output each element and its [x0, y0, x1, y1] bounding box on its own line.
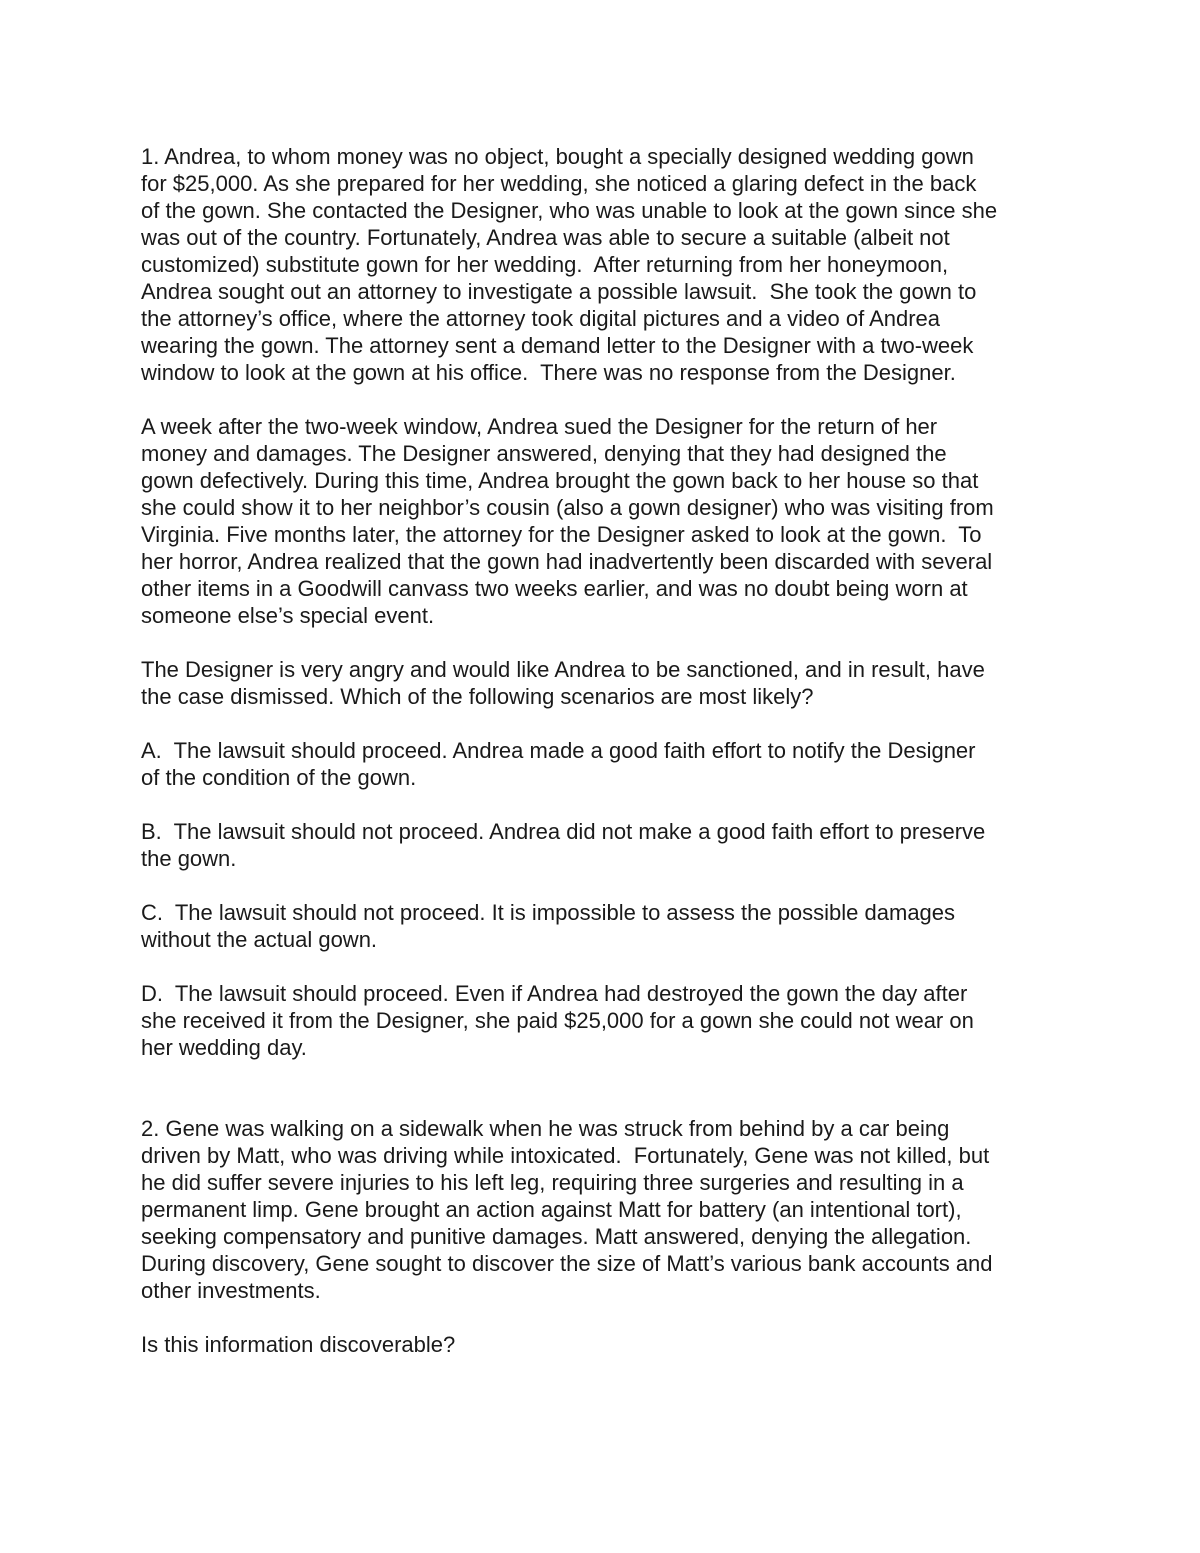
paragraph-spacer	[141, 791, 1071, 818]
text-line: driven by Matt, who was driving while intoxicated. Fortunately, Gene was not killed, but	[141, 1143, 990, 1168]
answer-option-a	[141, 737, 1071, 791]
answer-option-b	[141, 818, 1071, 872]
text-line: the gown.	[141, 846, 237, 871]
paragraph-spacer	[141, 953, 1071, 980]
text-line: the attorney’s office, where the attorney took digital pictures and a video of Andrea	[141, 306, 941, 331]
text-line: Is this information discoverable?	[141, 1332, 456, 1357]
text-line: was out of the country. Fortunately, Andrea was able to secure a suitable (albeit not	[141, 225, 950, 250]
answer-option-c	[141, 899, 1071, 953]
text-line: window to look at the gown at his office. There was no response from the Designer.	[141, 360, 956, 385]
section-spacer	[141, 1088, 1071, 1115]
text-line: permanent limp. Gene brought an action against Matt for battery (an intentional tort),	[141, 1197, 962, 1222]
q1-paragraph-facts	[141, 143, 1071, 386]
paragraph-spacer	[141, 710, 1071, 737]
text-line: Virginia. Five months later, the attorney for the Designer asked to look at the gown. To	[141, 522, 982, 547]
text-line: her horror, Andrea realized that the gown had inadvertently been discarded with several	[141, 549, 993, 574]
question-2	[141, 1115, 1071, 1358]
paragraph-spacer	[141, 629, 1071, 656]
text-line: C. The lawsuit should not proceed. It is impossible to assess the possible damages	[141, 900, 956, 925]
answer-option-d	[141, 980, 1071, 1061]
text-line: A week after the two-week window, Andrea sued the Designer for the return of her	[141, 414, 938, 439]
paragraph-spacer	[141, 386, 1071, 413]
text-line: seeking compensatory and punitive damages. Matt answered, denying the allegation.	[141, 1224, 972, 1249]
text-line: the case dismissed. Which of the following scenarios are most likely?	[141, 684, 814, 709]
text-line: someone else’s special event.	[141, 603, 435, 628]
paragraph-spacer	[141, 1304, 1071, 1331]
text-line: other items in a Goodwill canvass two weeks earlier, and was no doubt being worn at	[141, 576, 968, 601]
text-line: of the gown. She contacted the Designer, who was unable to look at the gown since she	[141, 198, 998, 223]
q2-question-prompt	[141, 1331, 1071, 1358]
section-spacer	[141, 1061, 1071, 1088]
text-line: 1. Andrea, to whom money was no object, bought a specially designed wedding gown	[141, 144, 974, 169]
text-line: A. The lawsuit should proceed. Andrea made a good faith effort to notify the Designer	[141, 738, 976, 763]
text-line: of the condition of the gown.	[141, 765, 417, 790]
text-line: gown defectively. During this time, Andrea brought the gown back to her house so that	[141, 468, 979, 493]
text-line: she could show it to her neighbor’s cousin (also a gown designer) who was visiting from	[141, 495, 994, 520]
text-line: without the actual gown.	[141, 927, 378, 952]
q2-paragraph-facts	[141, 1115, 1071, 1304]
q1-paragraph-lawsuit	[141, 413, 1071, 629]
text-line: D. The lawsuit should proceed. Even if Andrea had destroyed the gown the day after	[141, 981, 968, 1006]
text-line: her wedding day.	[141, 1035, 307, 1060]
text-line: money and damages. The Designer answered, denying that they had designed the	[141, 441, 947, 466]
text-line: customized) substitute gown for her wedding. After returning from her honeymoon,	[141, 252, 949, 277]
text-line: Andrea sought out an attorney to investigate a possible lawsuit. She took the gown to	[141, 279, 977, 304]
paragraph-spacer	[141, 872, 1071, 899]
text-line: B. The lawsuit should not proceed. Andrea did not make a good faith effort to preserve	[141, 819, 986, 844]
text-line: she received it from the Designer, she paid $25,000 for a gown she could not wear on	[141, 1008, 974, 1033]
document-body	[141, 143, 1071, 1358]
text-line: for $25,000. As she prepared for her wedding, she noticed a glaring defect in the back	[141, 171, 977, 196]
text-line: he did suffer severe injuries to his left leg, requiring three surgeries and resulting in a	[141, 1170, 964, 1195]
text-line: During discovery, Gene sought to discover the size of Matt’s various bank accounts and	[141, 1251, 993, 1276]
q1-question-prompt	[141, 656, 1071, 710]
text-line: The Designer is very angry and would like Andrea to be sanctioned, and in result, have	[141, 657, 985, 682]
text-line: wearing the gown. The attorney sent a demand letter to the Designer with a two-week	[141, 333, 974, 358]
question-1	[141, 143, 1071, 1061]
text-line: 2. Gene was walking on a sidewalk when he was struck from behind by a car being	[141, 1116, 950, 1141]
text-line: other investments.	[141, 1278, 321, 1303]
